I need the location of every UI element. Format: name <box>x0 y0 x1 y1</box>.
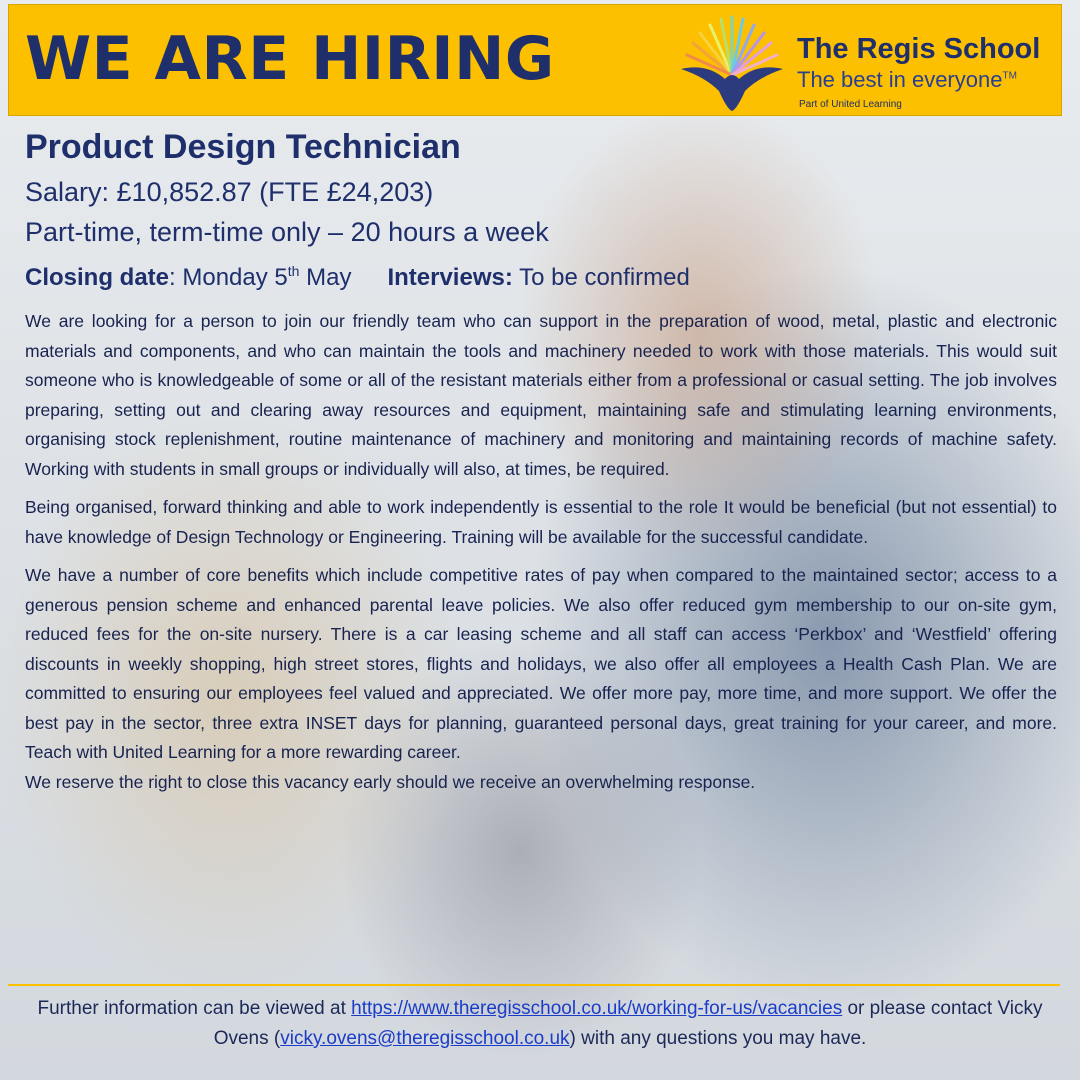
benefits-paragraph: We have a number of core benefits which include competitive rates of pay when compared to the maintained sector; access to a generous pension scheme and enhanced parental leave policies. We also offer reduced gym membership to our on-site gym, reduced fees for the on-site nursery. There is a car leasing scheme and all staff can access ‘Perkbox’ and ‘Westfield’ offering discounts in weekly shopping, high street stores, flights and holidays, we also offer all employees a Health Cash Plan. We are committed to ensuring our employees feel valued and appreciated. We offer more pay, more time, and more support. We offer the best pay in the sector, three extra INSET days for planning, guaranteed personal days, great training for your career, and more. Teach with United Learning for a more rewarding career. <box>25 565 1057 762</box>
contact-footer <box>20 994 1060 1054</box>
closing-date-ordinal: th <box>287 263 300 279</box>
job-description-paragraph: We are looking for a person to join our friendly team who can support in the preparation of wood, metal, plastic and electronic materials and components, and who can maintain the tools and machinery needed to work with those materials. This would suit someone who is knowledgeable of some or all of the resistant materials either from a professional or casual setting. The job involves preparing, setting out and clearing away resources and equipment, maintaining safe and stimulating learning environments, organising stock replenishment, routine maintenance of machinery and monitoring and maintaining records of machine safety. Working with students in small groups or individually will also, at times, be required. <box>25 311 1057 479</box>
trademark-mark: TM <box>1002 70 1017 82</box>
closing-date-label: Closing date <box>25 264 170 291</box>
school-logo-icon <box>673 13 791 113</box>
job-content <box>25 124 1057 797</box>
footer-text-contact: or please contact Vicky Ovens ( <box>213 998 1043 1049</box>
salary-line: Salary: £10,852.87 (FTE £24,203) <box>25 177 434 207</box>
hiring-title: WE ARE HIRING <box>25 24 555 94</box>
school-tagline <box>797 67 1017 93</box>
closing-date-value: : Monday 5 <box>169 264 288 291</box>
footer-divider <box>8 984 1060 986</box>
dates-line <box>25 252 1057 297</box>
interviews-value: To be confirmed <box>512 264 690 291</box>
school-tagline-text: The best in everyone <box>797 67 1003 92</box>
contact-email-link[interactable]: vicky.ovens@theregisschool.co.uk <box>280 1028 570 1049</box>
interviews-label: Interviews: <box>387 264 513 291</box>
school-parent-org: Part of United Learning <box>799 99 902 110</box>
header-banner <box>8 4 1062 116</box>
footer-text-intro: Further information can be viewed at <box>37 998 352 1019</box>
requirements-paragraph: Being organised, forward thinking and able to work independently is essential to the role It would be beneficial (but not essential) to have knowledge of Design Technology or Engineering. Training will be available for the successful candidate. <box>25 497 1057 547</box>
vacancies-link[interactable]: https://www.theregisschool.co.uk/working-for-us/vacancies <box>351 998 843 1019</box>
closing-date-month: May <box>299 264 352 291</box>
hours-line: Part-time, term-time only – 20 hours a week <box>25 217 549 247</box>
job-title: Product Design Technician <box>25 128 461 166</box>
reserve-right-notice: We reserve the right to close this vacancy early should we receive an overwhelming response. <box>25 771 756 792</box>
school-name: The Regis School <box>797 33 1041 65</box>
footer-text-closing: ) with any questions you may have. <box>569 1028 867 1049</box>
